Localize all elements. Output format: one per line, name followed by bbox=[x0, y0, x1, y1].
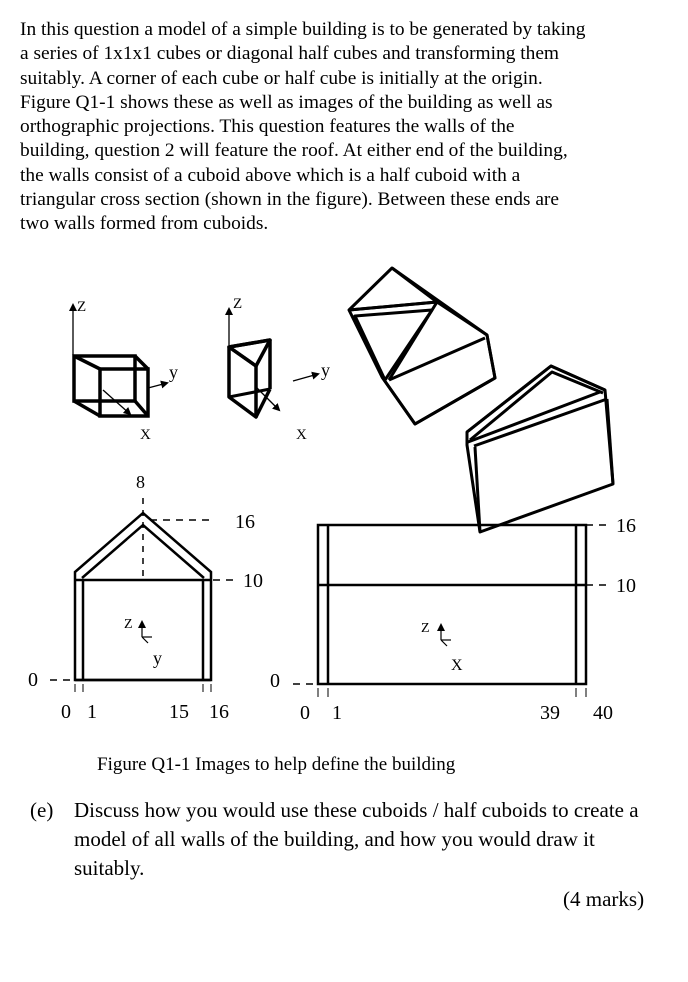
z-axis-label: Z bbox=[77, 299, 87, 315]
y-axis-label: y bbox=[169, 362, 178, 382]
question-line: suitably. bbox=[74, 856, 145, 880]
figure-caption: Figure Q1-1 Images to help define the building bbox=[97, 754, 456, 775]
tick-label-0: 0 bbox=[300, 702, 310, 724]
unit-cube-diagram bbox=[73, 305, 167, 416]
tick-label-1: 1 bbox=[87, 701, 97, 723]
y-axis bbox=[148, 383, 167, 388]
question-text bbox=[74, 796, 664, 883]
intro-line: suitably. A corner of each cube or half cube is initially at the origin. bbox=[20, 67, 543, 89]
half-cube-diagram bbox=[229, 309, 318, 417]
eave-height-label: 10 bbox=[243, 570, 263, 592]
apex-label: 8 bbox=[136, 472, 145, 492]
intro-line: building, question 2 will feature the roof. At either end of the building, bbox=[20, 140, 568, 162]
intro-line: two walls formed from cuboids. bbox=[20, 213, 269, 235]
intro-line: a series of 1x1x1 cubes or diagonal half cubes and transforming them bbox=[20, 43, 560, 65]
building-3d-view bbox=[349, 268, 495, 424]
intro-line: orthographic projections. This question features the walls of the bbox=[20, 116, 515, 138]
y-axis bbox=[293, 374, 318, 381]
end-wall-3d-view bbox=[467, 366, 613, 532]
intro-line: In this question a model of a simple building is to be generated by taking bbox=[20, 19, 586, 40]
tick-label-16: 16 bbox=[209, 701, 229, 723]
question-label: (e) bbox=[30, 798, 54, 822]
marks-allocation: (4 marks) bbox=[563, 887, 645, 911]
z-axis-label: Z bbox=[421, 621, 430, 636]
intro-line: the walls consist of a cuboid above which is a half cuboid with a bbox=[20, 164, 521, 186]
question-line: model of all walls of the building, and how you would draw it bbox=[74, 827, 595, 851]
tick-label-1: 1 bbox=[332, 702, 342, 724]
ridge-height-label: 16 bbox=[616, 515, 636, 537]
x-axis-label: X bbox=[140, 427, 151, 443]
tick-label-40: 40 bbox=[593, 702, 613, 724]
tick-label-39: 39 bbox=[540, 702, 560, 724]
z-axis-label: Z bbox=[124, 617, 133, 632]
intro-line: triangular cross section (shown in the figure). Between these ends are bbox=[20, 189, 559, 211]
tick-label-15: 15 bbox=[169, 701, 189, 723]
end-elevation bbox=[50, 498, 235, 692]
intro-line: Figure Q1-1 shows these as well as images of the building as well as bbox=[20, 91, 553, 113]
tick-label-0: 0 bbox=[61, 701, 71, 723]
question-line: Discuss how you would use these cuboids / half cuboids to create a bbox=[74, 798, 639, 822]
y-axis-label: y bbox=[321, 360, 330, 380]
x-axis-label: X bbox=[296, 427, 307, 443]
origin-label: 0 bbox=[28, 669, 38, 691]
ridge-height-label: 16 bbox=[235, 511, 255, 533]
eave-height-label: 10 bbox=[616, 575, 636, 597]
x-axis-label: X bbox=[451, 657, 463, 674]
z-axis-label: Z bbox=[233, 296, 243, 312]
origin-label: 0 bbox=[270, 670, 280, 692]
y-axis-label: y bbox=[153, 648, 162, 668]
